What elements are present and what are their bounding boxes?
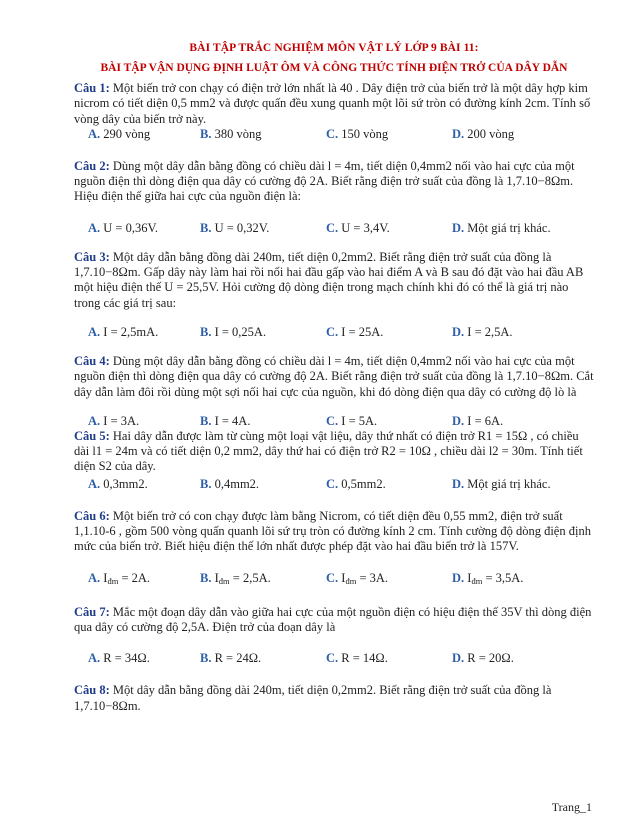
option-c[interactable]: C. I = 5A. <box>326 413 378 428</box>
page-number: Trang_1 <box>551 800 592 814</box>
option-d[interactable]: D. Một giá trị khác. <box>452 476 551 491</box>
option-a[interactable]: A. 0,3mm2. <box>88 476 148 491</box>
question-text: Hai dây dẫn được làm từ cùng một loại vật liệu, dây thứ nhất có điện trở R1 = 15Ω , có chiều dài l1 = 24m và có tiết diện 0,2 mm2, dây thứ hai có điện trở R2 = 10Ω , chiều dài l2 = 30m. Tính tiết diện S2 của dây. <box>74 428 583 474</box>
option-d[interactable]: D. R = 20Ω. <box>452 651 514 666</box>
option-b[interactable]: B. 0,4mm2. <box>200 476 260 491</box>
question-4 <box>74 354 594 429</box>
option-b[interactable]: B. $I_{đm} = 2,5A$. <box>200 570 271 586</box>
question-text: Mắc một đoạn dây dẫn vào giữa hai cực của một nguồn điện có hiệu điện thế 35V thì dòng điện qua dây có cường độ 2,5A. Điện trở của đoạn dây là <box>74 604 592 634</box>
question-7 <box>74 605 594 667</box>
options-row <box>74 325 594 340</box>
option-b[interactable]: B. R = 24Ω. <box>200 651 262 666</box>
option-d[interactable]: D. 200 vòng <box>452 126 515 141</box>
option-c[interactable]: C. R = 14Ω. <box>326 651 388 666</box>
option-a[interactable]: A. R = 34Ω. <box>88 651 150 666</box>
option-d[interactable]: D. I = 2,5A. <box>452 324 513 339</box>
option-a[interactable]: A. I = 2,5mA. <box>88 324 159 339</box>
options-row <box>74 127 594 142</box>
question-text: Dùng một dây dẫn bằng đồng có chiều dài l = 4m, tiết diện 0,4mm2 nối vào hai cực của một nguồn điện thì dòng điện qua dây có cường độ 2A. Biết rằng điện trở suất của đồng là 1,7.10−8Ωm. Hiệu điện thế giữa hai cực của nguồn điện là: <box>74 158 575 204</box>
question-1 <box>74 81 594 142</box>
options-row <box>74 414 594 429</box>
question-label: Câu 5: <box>74 428 110 443</box>
question-label: Câu 6: <box>74 508 110 523</box>
option-c[interactable]: C. $I_{đm} = 3A$. <box>326 570 389 586</box>
option-c[interactable]: C. 0,5mm2. <box>326 476 386 491</box>
question-label: Câu 7: <box>74 604 110 619</box>
question-label: Câu 1: <box>74 81 110 95</box>
option-d[interactable]: D. $I_{đm} = 3,5A$. <box>452 570 524 586</box>
question-8 <box>74 683 594 714</box>
options-row <box>74 477 594 492</box>
question-label: Câu 2: <box>74 158 110 173</box>
option-a[interactable]: A. I = 3A. <box>88 413 140 428</box>
option-a[interactable]: A. U = 0,36V. <box>88 220 159 235</box>
option-c[interactable]: C. I = 25A. <box>326 324 384 339</box>
question-text: Dùng một dây dẫn bằng đồng có chiều dài l = 4m, tiết diện 0,4mm2 nối vào hai cực của một nguồn điện thì dòng điện qua dây có cường độ 2A. Biết rằng điện trở suất của đồng là 1,7.10−8Ωm. Cắt dây dẫn làm đôi rồi dùng một sợi nối hai cực của nguồn, khi đó dòng điện qua dây có cường độ lò là <box>74 353 594 399</box>
question-3 <box>74 250 594 340</box>
question-label: Câu 3: <box>74 249 110 264</box>
question-text: Một dây dẫn bằng đồng dài 240m, tiết diện 0,2mm2. Biết rằng điện trở suất của đồng là 1,7.10−8Ωm. Gấp dây này làm hai rồi nối hai đầu gấp vào hai điểm A và B sau đó đặt vào hai đầu AB một hiệu điện thế U = 25,5V. Hỏi cường độ dòng điện trong mạch chính khi đó có thể là giá trị nào trong các giá trị sau: <box>74 249 584 310</box>
question-text: Một biến trở con chạy có điện trở lớn nhất là 40 . Dây điện trở của biến trở là một dây hợp kim nicrom có tiết diện 0,5 mm2 và được quấn đều xung quanh một lõi sứ tròn có đường kính 2cm. Tính số vòng dây của biến trở này. <box>74 81 591 126</box>
option-c[interactable]: C. 150 vòng <box>326 126 389 141</box>
option-b[interactable]: B. 380 vòng <box>200 126 262 141</box>
option-d[interactable]: D. I = 6A. <box>452 413 504 428</box>
document-page <box>74 42 594 714</box>
option-b[interactable]: B. I = 0,25A. <box>200 324 267 339</box>
option-b[interactable]: B. U = 0,32V. <box>200 220 270 235</box>
option-d[interactable]: D. Một giá trị khác. <box>452 220 551 235</box>
question-label: Câu 8: <box>74 683 110 698</box>
question-text: Một dây dẫn bằng đồng dài 240m, tiết diện 0,2mm2. Biết rằng điện trở suất của đồng là 1,7.10−8Ωm. <box>74 683 552 713</box>
question-text: Một biến trở có con chạy được làm bằng Nicrom, có tiết diện đều 0,55 mm2, điện trở suất 1,1.10-6 , gồm 500 vòng quấn quanh lõi sứ trụ tròn có đường kính 2 cm. Tính cường độ dòng điện định mức của biến trở. Biết hiệu điện thế lớn nhất được phép đặt vào hai đầu biến trở là 157V. <box>74 508 591 554</box>
document-title: BÀI TẬP TRẮC NGHIỆM MÔN VẬT LÝ LỚP 9 BÀI 11: <box>189 42 479 54</box>
option-a[interactable]: A. $I_{đm} = 2A$. <box>88 570 151 586</box>
document-subtitle: BÀI TẬP VẬN DỤNG ĐỊNH LUẬT ÔM VÀ CÔNG THỨC TÍNH ĐIỆN TRỞ CỦA DÂY DẪN <box>100 62 568 74</box>
question-6 <box>74 509 594 589</box>
options-row <box>74 571 594 589</box>
option-b[interactable]: B. I = 4A. <box>200 413 251 428</box>
option-c[interactable]: C. U = 3,4V. <box>326 220 390 235</box>
question-label: Câu 4: <box>74 353 110 368</box>
question-2 <box>74 159 594 236</box>
options-row <box>74 651 594 666</box>
question-5 <box>74 429 594 492</box>
option-a[interactable]: A. 290 vòng <box>88 126 151 141</box>
options-row <box>74 221 594 236</box>
